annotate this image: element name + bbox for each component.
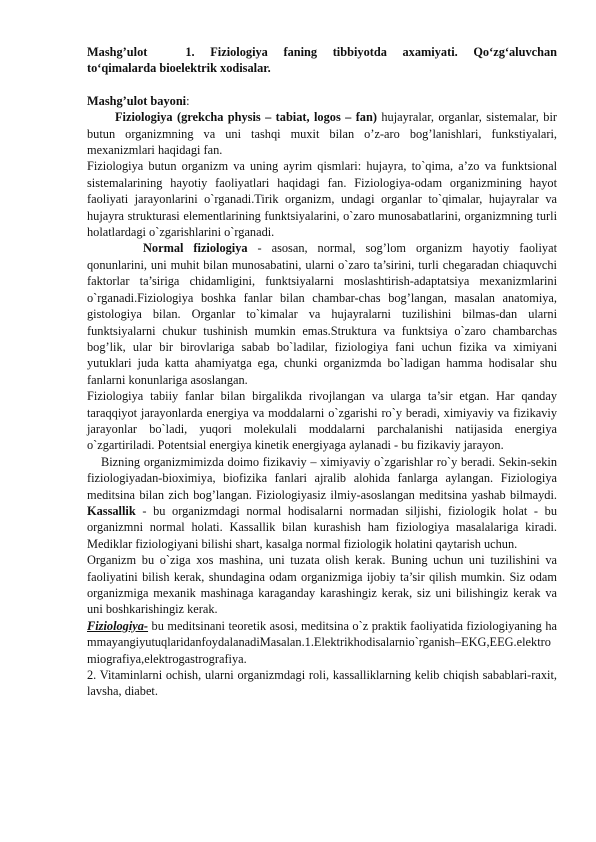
paragraph-theory: [87, 618, 557, 667]
theory-term: Fiziologiya-: [87, 618, 149, 633]
disease-term: Kassallik: [87, 503, 136, 518]
body-heading: [87, 93, 557, 109]
paragraph-definition: [87, 109, 557, 158]
normal-physiology-term: Normal fiziologiya: [143, 241, 248, 256]
paragraph-disease: [87, 454, 557, 552]
definition-term: Fiziologiya (grekcha physis – tabiat, logos – fan): [115, 110, 377, 125]
paragraph-vitamins: 2. Vitaminlarni ochish, ularni organizmdagi roli, kassalliklarning kelib chiqish sabablari-raxit, lavsha, diabet.: [87, 668, 557, 699]
lesson-label: Mashg’ulot: [87, 45, 148, 59]
paragraph-machine: Organizm bu o`ziga xos mashina, uni tuzata olish kerak. Buning uchun uni tuzilishini va faoliyatini bilish kerak, shundagina odam organizmiga ijobiy ta’sir qilish mumkin. Siz odam organizmiga mexanik mashinaga karaganday karashingiz kerak, siz uni bilishingiz kerak va uni boshkarishingiz kerak.: [87, 553, 557, 617]
disease-text-b: - bu organizmdagi normal hodisalarni normadan siljishi, fiziologik holat - bu organizmni normal holati. Kassallik bilan kurashish ham fiziologiya masalalariga kiradi. Mediklar fiziologiyani bilishi shart, kasalga normal fiziologik holatini qaytarish uchun.: [87, 503, 557, 551]
document-page: [87, 44, 557, 700]
body-heading-label: Mashg’ulot bayoni: [87, 93, 187, 108]
disease-text-a: Bizning organizmimizda doimo fizikaviy – ximiyaviy o`zgarishlar ro`y beradi. Sekin-sekin fiziologiyadan-bioximiya, biofizika fanlari ajralib alohida fanlarga aylangan. Fiziologiya meditsina bilan zich bog’langan. Fiziologiyasiz ilmiy-asoslangan meditsina yashab bilmaydi.: [87, 454, 557, 502]
paragraph-natural-sciences: Fiziologiya tabiiy fanlar bilan birgalikda rivojlangan va ularga ta’sir etgan. Har qanday taraqqiyot jarayonlarda energiya va moddalarni o`zgarishi ro`y beradi, ximiyaviy va fizikaviy jarayonlar bo`ladi, yuqori molekulali moddalarni parchalanishi natijasida energiya o`zgartiriladi. Potentsial energiya kinetik energiyaga aylanadi - bu fizikaviy jarayon.: [87, 389, 557, 453]
definition-text: hujayralar, organlar, sistemalar, bir butun organizmning va uni tashqi muxit bilan o’z-aro bog’lanishlari, funkstiyalari, mexanizmlari haqidagi fan.: [87, 110, 557, 158]
paragraph-organism: Fiziologiya butun organizm va uning ayrim qismlari: hujayra, to`qima, a’zo va funktsional sistemalarining hayotiy faoliyatlari haqidagi fan. Fiziologiya-odam organizmining hayot faoliyati jarayonlarini o`rganadi.Tirik organizm, undagi organlar to`qimalar, hujayralar va hujayra strukturasi elementlarining funktsiyalarini, o`zaro munosabatlarini, organizmning turli holatlardagi o`zgarishlarini o`rganadi.: [87, 159, 557, 240]
body-heading-colon: :: [186, 93, 190, 108]
paragraph-normal-physiology: [87, 240, 557, 388]
theory-text: bu meditsinani teoretik asosi, meditsina o`z praktik faoliyatida fiziologiyaning hammayangiyutuqlaridanfoydalanadiMasalan.1.Elektrikhodisalarnio`rganish–EKG,EEG.elektromiografiya,elektrogastrografiya.: [87, 618, 557, 666]
normal-physiology-text: - asosan, normal, sog’lom organizm hayotiy faoliyat qonunlarini, uni muhit bilan munosabatini, ularni o`zaro ta’sirini, turli chegaradan chiaquvchi faktorlar ta’siriga chidamligini, funktsiyalarni moslashtirish-adaptatsiya mexanizmlarini o`rganadi.Fiziologiya boshka fanlar bilan chambar-chas bog’langan, masalan anatomiya, gistologiya bilan. Organlar to`kimalar va hujayralarni tuzilishini bilmas-dan ularni funktsiyalarni chukur tushinish mumkin emas.Struktura va funktsiya o`zaro chambarchas bog’lik, ular bir birovlariga sabab bo`ladilar, fiziologiya fani uchun fizika va ximiyani yutuklari juda katta ahamiyatga ega, chunki organizmda bo`ladigan hamma hodisalar shu fanlarni konunlariga asoslangan.: [87, 241, 557, 387]
lesson-title: [87, 44, 557, 77]
lesson-title-text: 1. Fiziologiya faning tibbiyotda axamiyati. Qo‘zg‘aluvchan to‘qimalarda bioelektrik xodisalar.: [87, 45, 557, 76]
